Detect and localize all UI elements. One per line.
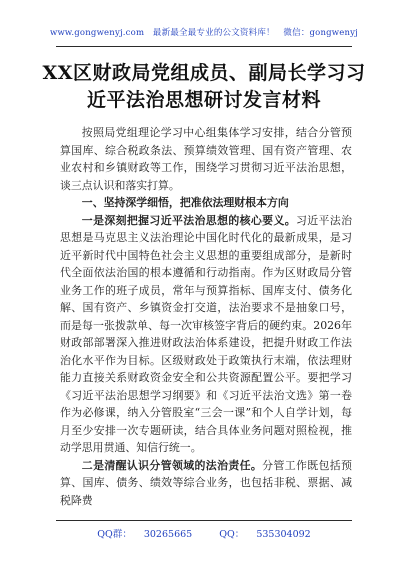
footer-banner	[0, 526, 408, 540]
footer-qq-group	[91, 529, 198, 540]
footer-qq-group-label: QQ群：	[97, 529, 132, 540]
footer-qq-group-number: 30265665	[143, 529, 193, 540]
header-rule	[56, 46, 352, 47]
footer-qq-label: QQ：	[219, 529, 245, 540]
paragraph-2	[60, 457, 352, 510]
footer-rule	[56, 520, 352, 521]
footer-qq	[213, 529, 316, 540]
paragraph-1-lead: 一是深刻把握习近平法治思想的核心要义。	[81, 213, 296, 227]
intro-paragraph: 按照局党组理论学习中心组集体学习安排，结合分管预算国库、综合税政条法、预算绩效管理、国有资产管理、农业农村和乡镇财政等工作，围绕学习贯彻习近平法治思想，谈三点认识和落实打算。	[60, 126, 352, 192]
header-banner: www.gongwenyj.com 最新最全最专业的公文资料库！ 微信：gongwenyj	[49, 28, 359, 38]
document-title: XX区财政局党组成员、副局长学习习近平法治思想研讨发言材料	[42, 62, 366, 111]
paragraph-2-lead: 二是清醒认识分管领域的法治责任。	[81, 458, 263, 472]
footer-qq-number: 535304092	[256, 529, 311, 540]
section-heading-1: 一、坚持深学细悟，把准依法理财根本方向	[81, 196, 289, 209]
paragraph-2-body: 分管工作既包括预算、国库、债务、绩效等综合业务，也包括非税、票据、减税降费	[60, 458, 352, 507]
paragraph-1-body: 习近平法治思想是马克思主义法治理论中国化时代化的最新成果，是习近平新时代中国特色社会主义思想的重要组成部分，是新时代全面依法治国的根本遵循和行动指南。作为区财政局分管业务工作的班子成员，常年与预算指标、国库支付、债务化解、国有资产、乡镇资金打交道，法治要求不是抽象口号，而是每一张拨款单、每一次审核签字背后的硬约束。2026年财政部部署深入推进财政法治体系建设，把提升财政工作法治化水平作为目标。区级财政处于政策执行末端，依法理财能力直接关系财政资金安全和公共资源配置公平。要把学习《习近平法治思想学习纲要》和《习近平法治文选》第一卷作为必修课，纳入分管股室“三会一课”和个人自学计划，每月至少安排一次专题研读，结合具体业务问题对照检视，推动学思用贯通、知信行统一。	[60, 213, 352, 454]
document-body	[60, 124, 352, 509]
paragraph-1	[60, 212, 352, 457]
